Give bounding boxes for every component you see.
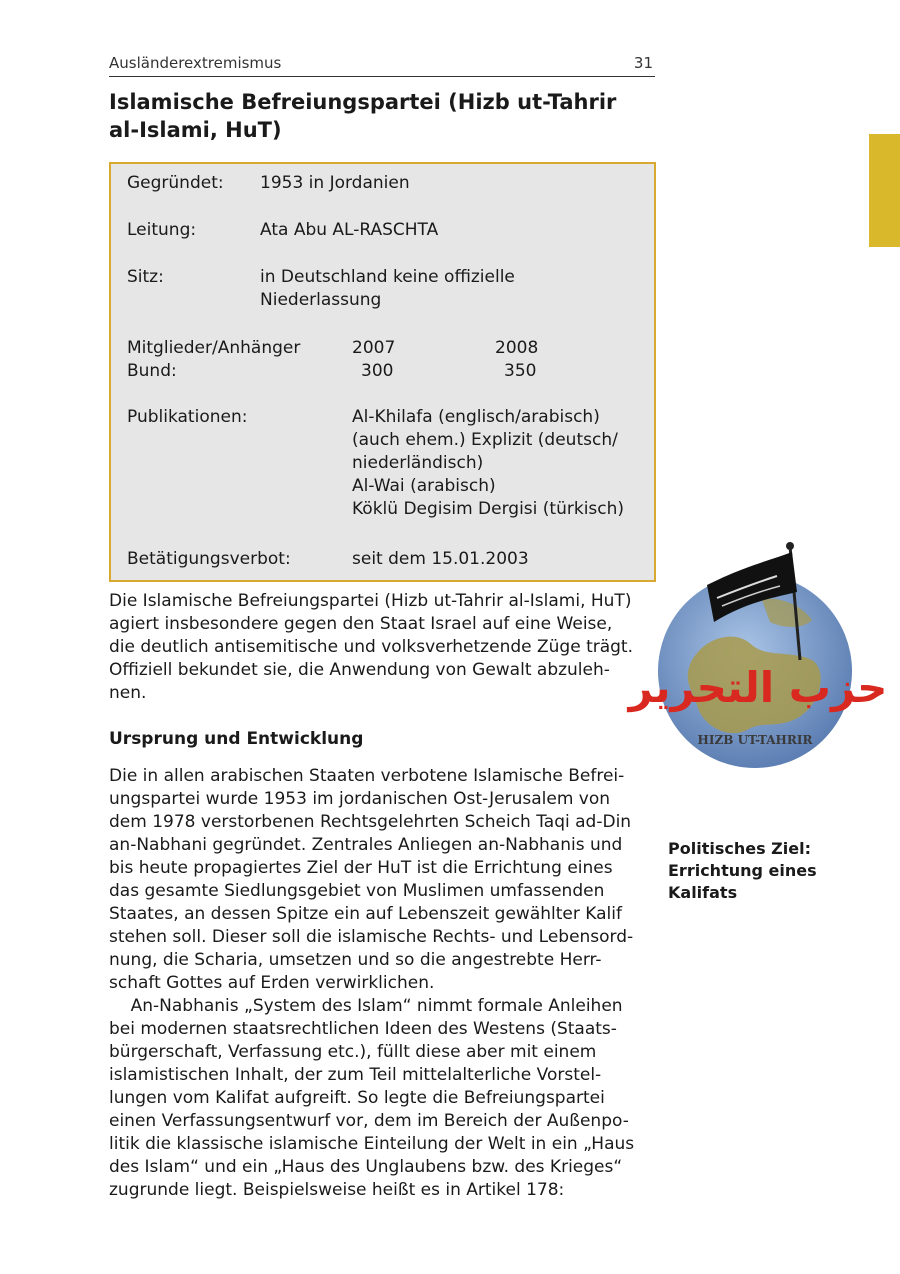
text-line: an-Nabhani gegründet. Zentrales Anliegen an-Nabhanis und xyxy=(109,835,623,855)
text-line: islamistischen Inhalt, der zum Teil mittelalterliche Vorstel- xyxy=(109,1065,602,1085)
body-text xyxy=(109,765,634,1202)
text-line: das gesamte Siedlungsgebiet von Muslimen umfassenden xyxy=(109,881,605,901)
members-year: 2007 xyxy=(352,338,396,358)
fact-label: Sitz: xyxy=(127,267,164,287)
members-year-column xyxy=(352,337,395,383)
fact-value: 1953 in Jordanien xyxy=(260,173,410,193)
text-line: dem 1978 verstorbenen Rechtsgelehrten Scheich Taqi ad-Din xyxy=(109,812,632,832)
page-number: 31 xyxy=(633,54,653,72)
publications-list xyxy=(352,406,624,521)
members-year: 2008 xyxy=(495,338,539,358)
fact-value: Ata Abu AL-RASCHTA xyxy=(260,220,439,240)
margin-note xyxy=(668,838,817,904)
text-line: Die Islamische Befreiungspartei (Hizb ut-Tahrir al-Islami, HuT) xyxy=(109,591,632,611)
margin-note-line: Errichtung eines xyxy=(668,861,817,880)
text-line: bei modernen staatsrechtlichen Ideen des Westens (Staats- xyxy=(109,1019,617,1039)
text-line: lungen vom Kalifat aufgreift. So legte die Befreiungspartei xyxy=(109,1088,605,1108)
section-heading: Ursprung und Entwicklung xyxy=(109,729,364,749)
hizb-ut-tahrir-logo xyxy=(628,540,888,774)
page-title xyxy=(109,88,669,144)
text-line: nen. xyxy=(109,683,147,703)
members-count: 350 xyxy=(504,361,537,381)
publication-item: niederländisch) xyxy=(352,453,484,473)
fact-value-line: in Deutschland keine offizielle xyxy=(260,267,515,287)
members-count: 300 xyxy=(361,361,394,381)
text-line: die deutlich antisemitische und volksverhetzende Züge trägt. xyxy=(109,637,634,657)
publication-item: Köklü Degisim Dergisi (türkisch) xyxy=(352,499,625,519)
text-line: Offiziell bekundet sie, die Anwendung von Gewalt abzuleh- xyxy=(109,660,610,680)
text-line: An-Nabhanis „System des Islam“ nimmt formale Anleihen xyxy=(109,996,623,1016)
fact-value xyxy=(260,266,515,312)
text-line: stehen soll. Dieser soll die islamische Rechts- und Lebensord- xyxy=(109,927,634,947)
running-head xyxy=(109,52,655,77)
text-line: zugrunde liegt. Beispielsweise heißt es in Artikel 178: xyxy=(109,1180,565,1200)
fact-label: Leitung: xyxy=(127,220,197,240)
text-line: des Islam“ und ein „Haus des Unglaubens bzw. des Krieges“ xyxy=(109,1157,623,1177)
arabic-logotype: حزب التحرير xyxy=(628,663,888,712)
text-line: litik die klassische islamische Einteilung der Welt in ein „Haus xyxy=(109,1134,635,1154)
fact-value-line: Niederlassung xyxy=(260,290,382,310)
fact-label xyxy=(127,337,300,383)
text-line: agiert insbesondere gegen den Staat Israel auf eine Weise, xyxy=(109,614,613,634)
fact-label: Gegründet: xyxy=(127,173,224,193)
text-line: schaft Gottes auf Erden verwirklichen. xyxy=(109,973,435,993)
fact-label: Betätigungsverbot: xyxy=(127,549,291,569)
margin-note-line: Kalifats xyxy=(668,883,738,902)
running-head-section: Ausländerextremismus xyxy=(109,54,282,72)
text-line: ungspartei wurde 1953 im jordanischen Ost-Jerusalem von xyxy=(109,789,611,809)
fact-box xyxy=(109,162,656,582)
text-line: bürgerschaft, Verfassung etc.), füllt diese aber mit einem xyxy=(109,1042,597,1062)
fact-value: seit dem 15.01.2003 xyxy=(352,549,529,569)
page-title-line: al-Islami, HuT) xyxy=(109,118,282,142)
page-title-line: Islamische Befreiungspartei (Hizb ut-Tahrir xyxy=(109,90,617,114)
text-line: bis heute propagiertes Ziel der HuT ist die Errichtung eines xyxy=(109,858,613,878)
publication-item: Al-Wai (arabisch) xyxy=(352,476,496,496)
chapter-tab xyxy=(869,134,900,247)
publication-item: (auch ehem.) Explizit (deutsch/ xyxy=(352,430,618,450)
text-line: Staates, an dessen Spitze ein auf Lebenszeit gewählter Kalif xyxy=(109,904,622,924)
fact-label-line: Bund: xyxy=(127,361,177,381)
intro-paragraph xyxy=(109,590,633,705)
fact-label: Publikationen: xyxy=(127,407,248,427)
text-line: nung, die Scharia, umsetzen und so die angestrebte Herr- xyxy=(109,950,602,970)
fact-label-line: Mitglieder/Anhänger xyxy=(127,338,301,358)
members-year-column xyxy=(495,337,538,383)
text-line: Die in allen arabischen Staaten verbotene Islamische Befrei- xyxy=(109,766,625,786)
publication-item: Al-Khilafa (englisch/arabisch) xyxy=(352,407,600,427)
margin-note-line: Politisches Ziel: xyxy=(668,839,811,858)
text-line: einen Verfassungsentwurf vor, dem im Bereich der Außenpo- xyxy=(109,1111,629,1131)
logo-caption: HIZB UT-TAHRIR xyxy=(697,733,813,747)
